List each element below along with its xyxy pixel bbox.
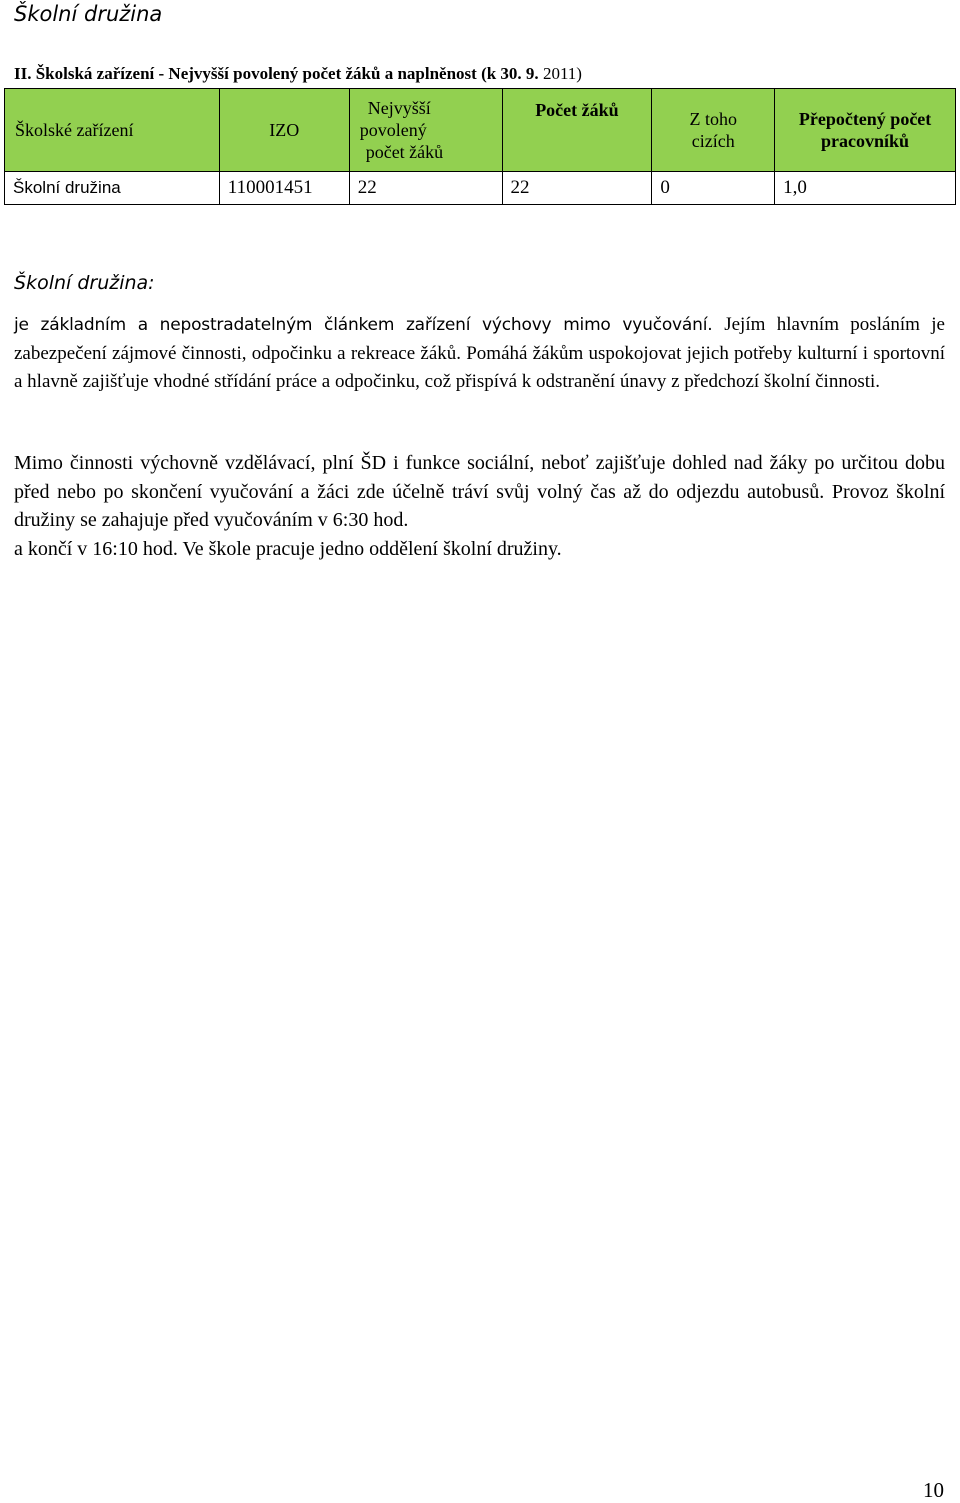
section-title: Školní družina: [14,272,155,294]
header-max-line3: počet žáků [365,142,444,162]
header-pupils: Počet žáků [502,89,652,172]
table-header-row [5,89,956,172]
table-caption-year: 2011) [542,64,582,83]
cell-izo: 110001451 [219,172,349,205]
paragraph1-sans: je základním a nepostradatelným článkem zařízení výchovy mimo vyučování. [14,315,713,335]
school-facility-table [4,88,956,205]
cell-foreign: 0 [652,172,775,205]
cell-facility: Školní družina [5,172,220,205]
cell-max-pupils: 22 [349,172,502,205]
header-staff-line1: Přepočtený počet [798,109,932,129]
paragraph-description [14,311,945,397]
header-staff [775,89,956,172]
header-foreign-line2: cizích [691,131,735,151]
paragraph1-serif-rest: posláním je zabezpečení zájmové činnosti, odpočinku a rekreace žáků. Pomáhá žákům uspokojovat jejich potřeby kulturní i sportovní a hlavně zajišťuje vhodné střídání práce a odpočinku, což přispívá k odstranění únavy z předchozí školní činnosti. [14,314,945,392]
page-heading: Školní družina [14,2,163,26]
cell-pupils: 22 [502,172,652,205]
table-row [5,172,956,205]
cell-staff: 1,0 [775,172,956,205]
header-max-pupils [349,89,502,172]
paragraph2-last-line: a končí v 16:10 hod. Ve škole pracuje jedno oddělení školní družiny. [14,537,562,560]
header-max-line2: povolený [359,120,427,140]
table-caption-main: II. Školská zařízení - Nejvyšší povolený počet žáků a naplněnost (k 30. 9. [14,64,539,83]
table-caption [14,64,582,84]
header-izo: IZO [219,89,349,172]
header-max-line1: Nejvyšší [367,98,431,118]
header-foreign [652,89,775,172]
paragraph2-text: Mimo činnosti výchovně vzdělávací, plní ŠD i funkce sociální, neboť zajišťuje dohled nad žáky po určitou dobu před nebo po skončení vyučování a žáci zde účelně tráví svůj volný čas až do odjezdu autobusů. Provoz školní družiny se zahajuje před vyučováním v 6:30 hod. [14,452,945,531]
paragraph1-serif-start: Jejím hlavním [724,314,839,335]
header-staff-line2: pracovníků [821,131,910,151]
page-number: 10 [923,1478,944,1502]
header-foreign-line1: Z toho [689,109,737,129]
paragraph-operation [14,449,945,563]
header-facility: Školské zařízení [5,89,220,172]
